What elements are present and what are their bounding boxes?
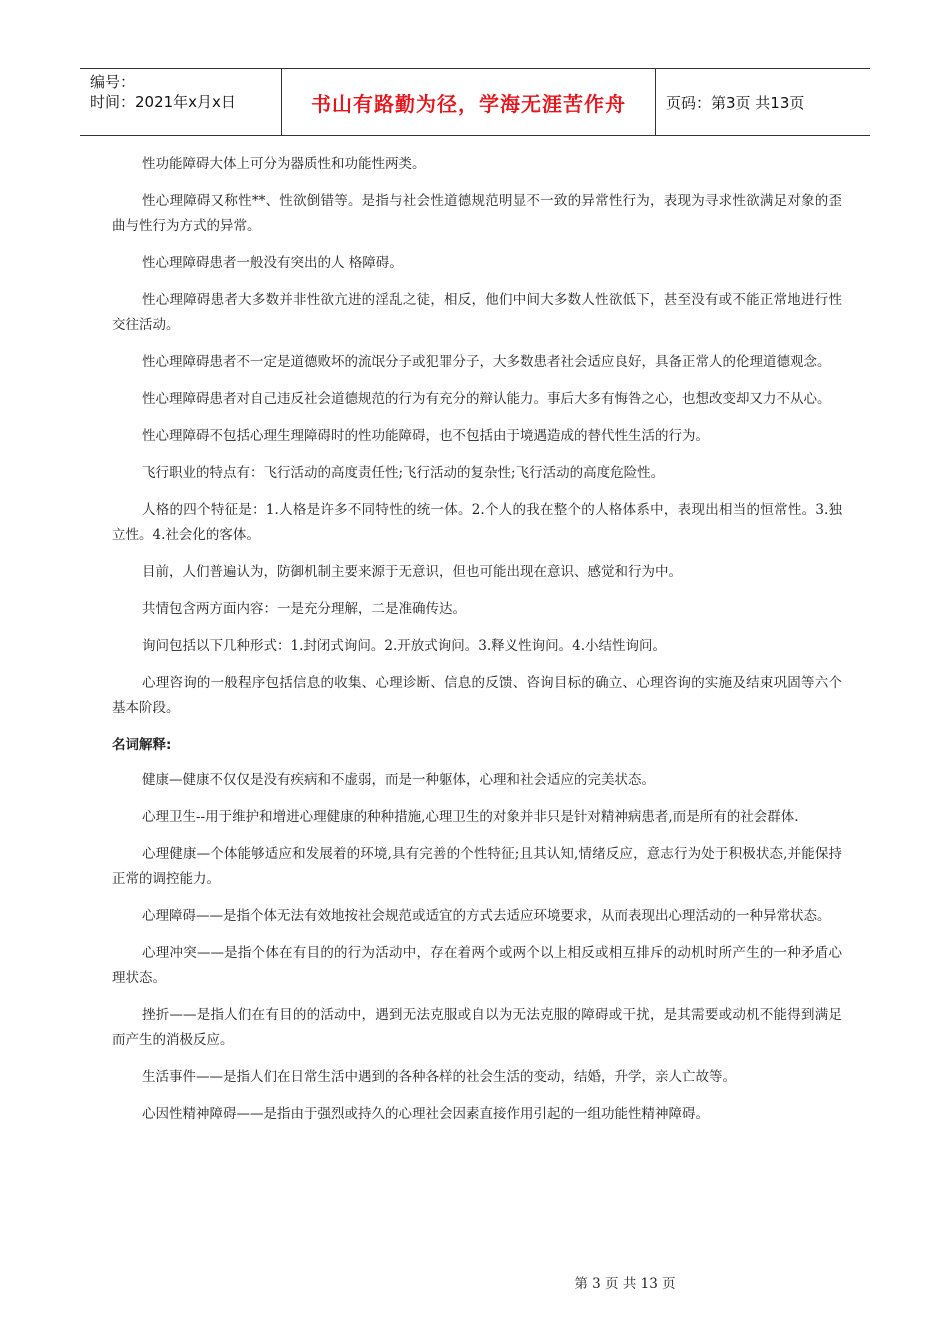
definition-paragraph: 心理卫生--用于维护和增进心理健康的种种措施,心理卫生的对象并非只是针对精神病患者,而是所有的社会群体. (142, 809, 799, 825)
date-label: 时间：2021年x月x日 (90, 93, 236, 111)
paragraph: 性功能障碍大体上可分为器质性和功能性两类。 (142, 156, 426, 172)
definition-paragraph: 心因性精神障碍——是指由于强烈或持久的心理社会因素直接作用引起的一组功能性精神障碍。 (142, 1106, 709, 1122)
header-meta (80, 69, 282, 135)
definition-paragraph: 心理健康—个体能够适应和发展着的环境,具有完善的个性特征;且其认知,情绪反应，意志行为处于积极状态,并能保持正常的调控能力。 (112, 846, 842, 887)
paragraph: 性心理障碍不包括心理生理障碍时的性功能障碍，也不包括由于境遇造成的替代性生活的行为。 (142, 428, 709, 444)
header-motto: 书山有路勤为径，学海无涯苦作舟 (282, 69, 656, 135)
paragraph: 共情包含两方面内容：一是充分理解，二是准确传达。 (142, 601, 466, 617)
paragraph: 性心理障碍患者大多数并非性欲亢进的淫乱之徒，相反，他们中间大多数人性欲低下，甚至没有或不能正常地进行性交往活动。 (112, 292, 842, 333)
definition-paragraph: 挫折——是指人们在有目的的活动中，遇到无法克服或自以为无法克服的障碍或干扰，是其需要或动机不能得到满足而产生的消极反应。 (112, 1007, 842, 1048)
definition-paragraph: 健康—健康不仅仅是没有疾病和不虚弱，而是一种躯体，心理和社会适应的完美状态。 (142, 772, 655, 788)
definition-paragraph: 心理冲突——是指个体在有目的的行为活动中，存在着两个或两个以上相反或相互排斥的动机时所产生的一种矛盾心理状态。 (112, 945, 842, 986)
paragraph: 心理咨询的一般程序包括信息的收集、心理诊断、信息的反馈、咨询目标的确立、心理咨询的实施及结束巩固等六个基本阶段。 (112, 675, 842, 716)
document-header (80, 68, 870, 136)
paragraph: 飞行职业的特点有：飞行活动的高度责任性;飞行活动的复杂性;飞行活动的高度危险性。 (142, 465, 665, 481)
page-footer: 第 3 页 共 13 页 (574, 1276, 676, 1292)
paragraph: 性心理障碍患者一般没有突出的人 格障碍。 (142, 255, 403, 271)
definition-paragraph: 心理障碍——是指个体无法有效地按社会规范或适宜的方式去适应环境要求，从而表现出心理活动的一种异常状态。 (142, 908, 831, 924)
document-body (112, 152, 842, 1139)
paragraph: 人格的四个特征是：1.人格是许多不同特性的统一体。2.个人的我在整个的人格体系中，表现出相当的恒常性。3.独立性。4.社会化的客体。 (112, 502, 842, 543)
paragraph: 性心理障碍又称性**、性欲倒错等。是指与社会性道德规范明显不一致的异常性行为，表现为寻求性欲满足对象的歪曲与性行为方式的异常。 (112, 193, 842, 234)
section-title: 名词解释: (112, 737, 172, 753)
paragraph: 性心理障碍患者对自己违反社会道德规范的行为有充分的辩认能力。事后大多有悔咎之心，也想改变却又力不从心。 (142, 391, 831, 407)
paragraph: 目前，人们普遍认为，防御机制主要来源于无意识，但也可能出现在意识、感觉和行为中。 (142, 564, 682, 580)
paragraph: 询问包括以下几种形式：1.封闭式询问。2.开放式询问。3.释义性询问。4.小结性询问。 (142, 638, 667, 654)
number-label: 编号： (90, 73, 136, 91)
paragraph: 性心理障碍患者不一定是道德败坏的流氓分子或犯罪分子，大多数患者社会适应良好，具备正常人的伦理道德观念。 (142, 354, 831, 370)
definition-paragraph: 生活事件——是指人们在日常生活中遇到的各种各样的社会生活的变动，结婚，升学，亲人亡故等。 (142, 1069, 736, 1085)
header-page-label: 页码：第3页 共13页 (666, 93, 805, 112)
